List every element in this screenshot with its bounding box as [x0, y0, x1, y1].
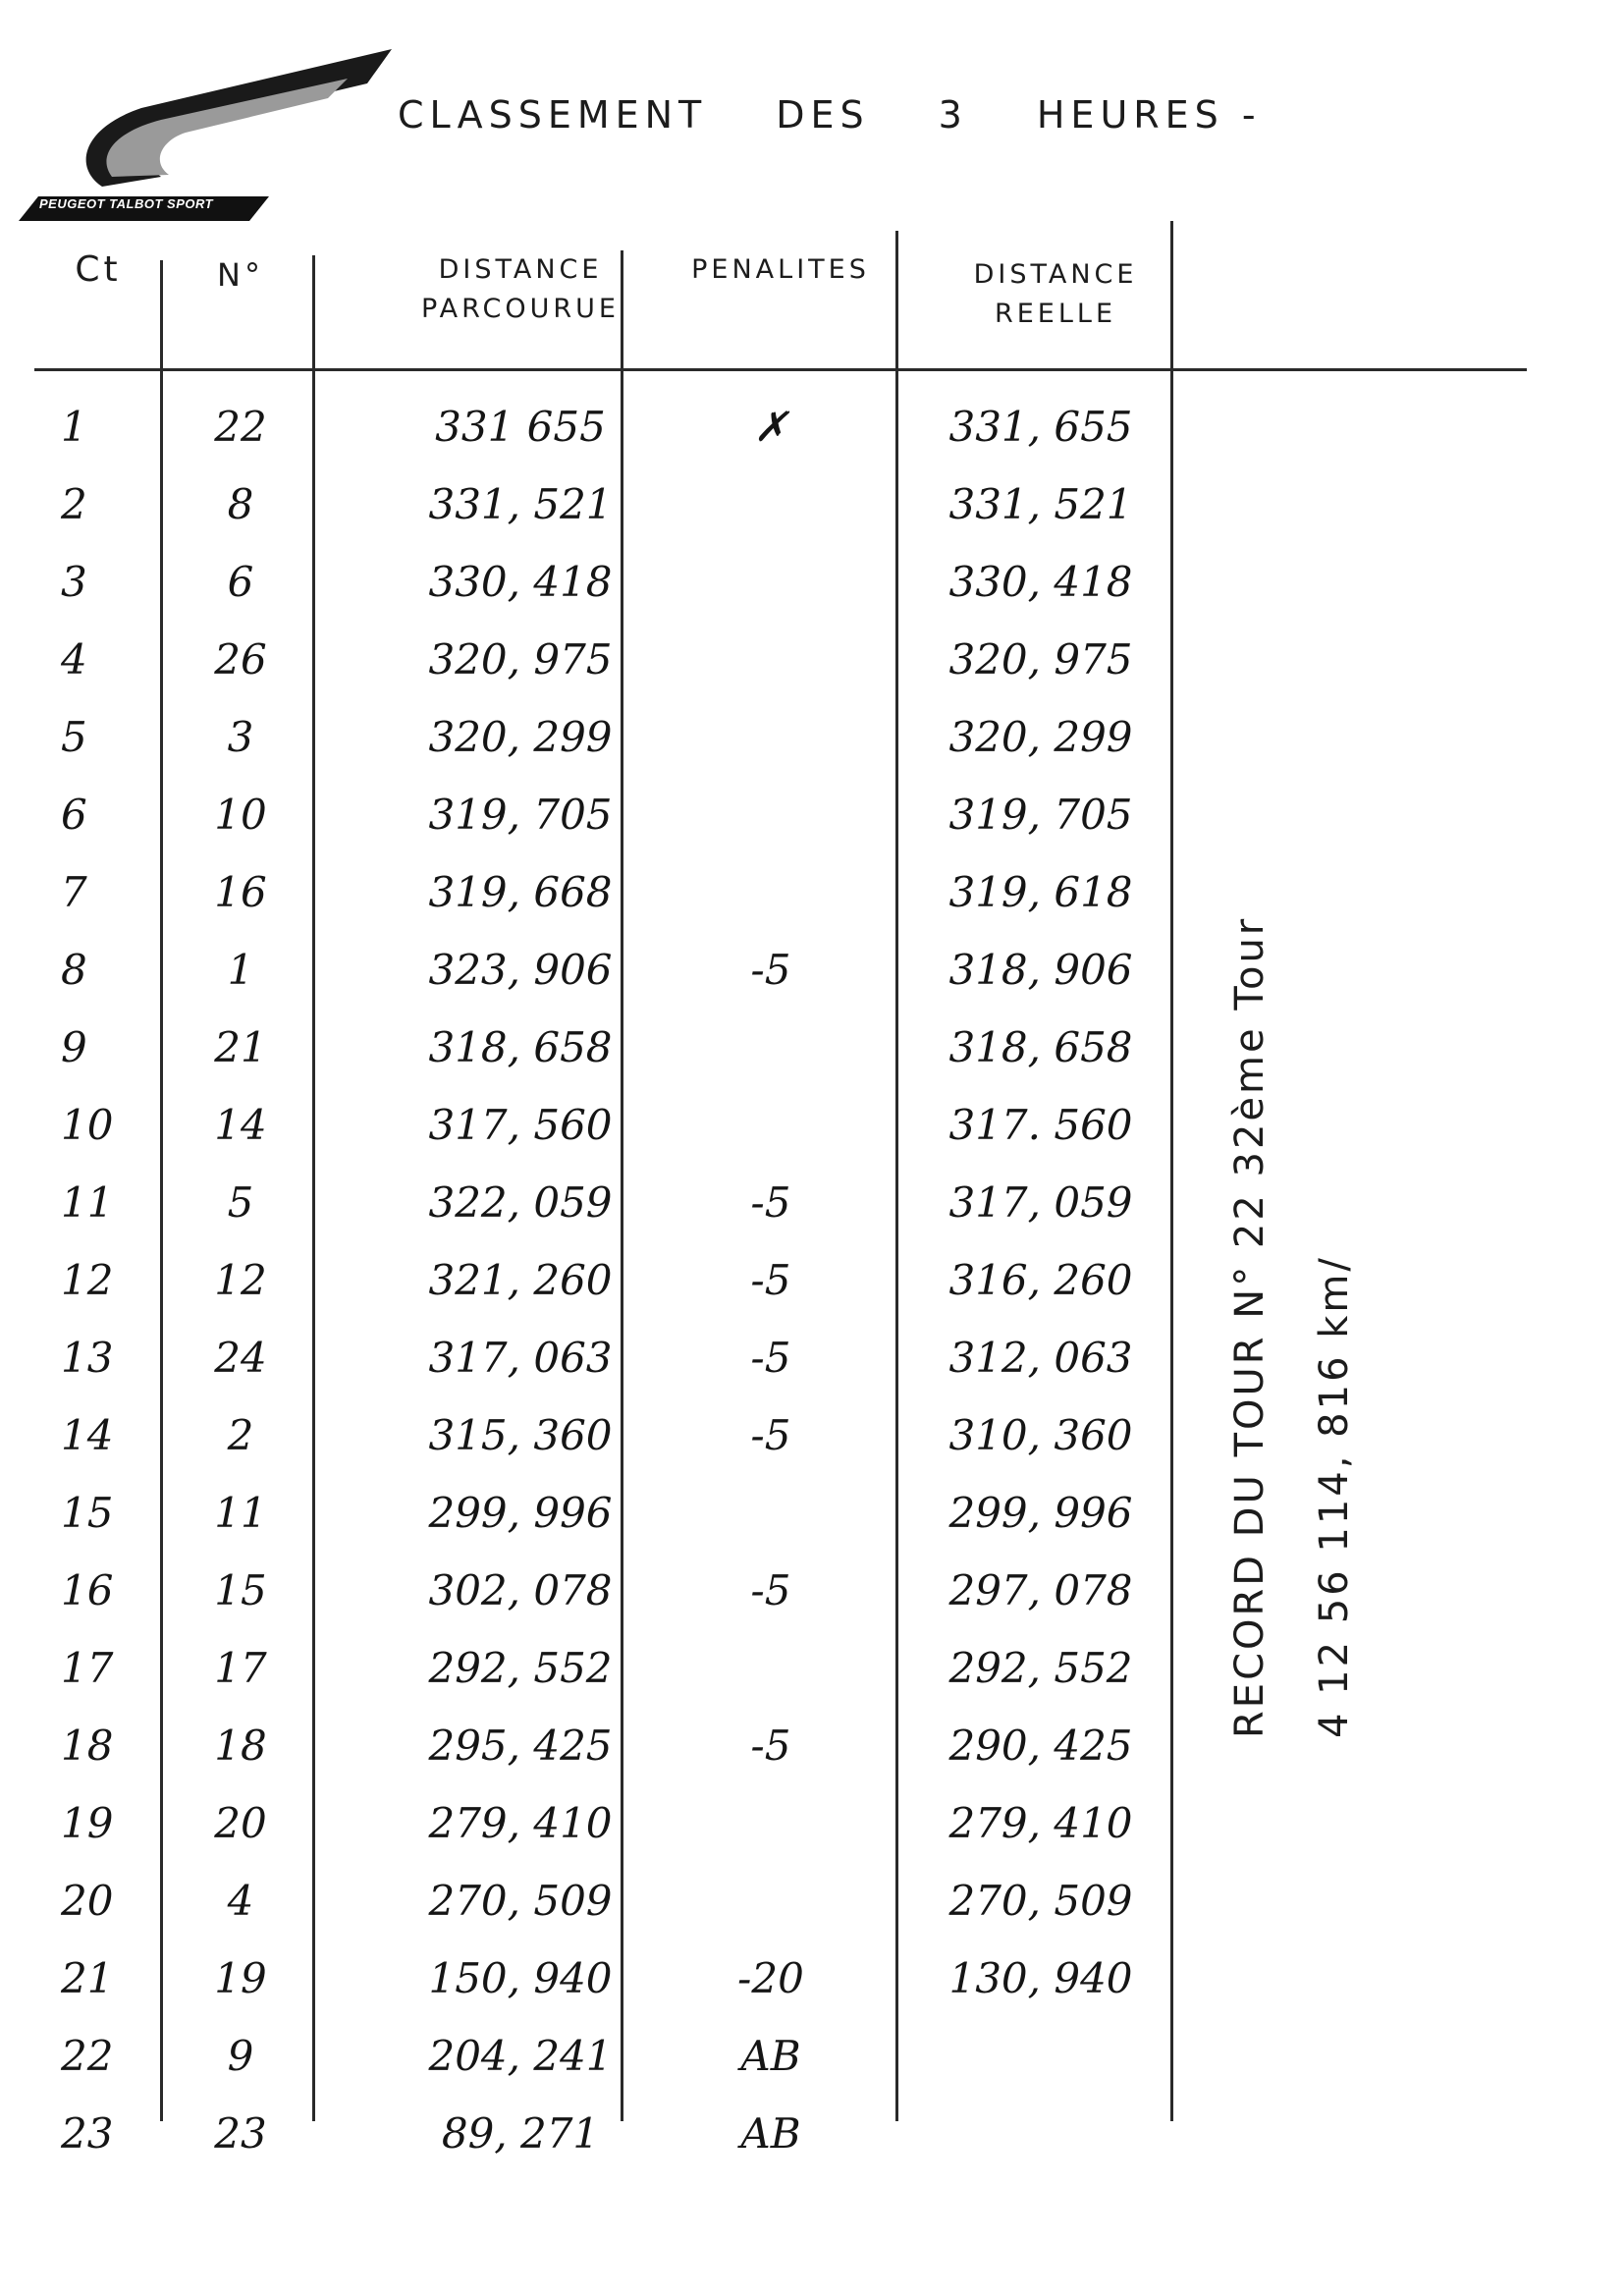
table-row	[0, 1566, 1624, 1644]
table-row	[0, 1722, 1624, 1799]
rank-cell: 21	[61, 1954, 114, 2002]
distance-parcourue-cell: 317, 560	[428, 1101, 613, 1149]
rank-cell: 17	[61, 1644, 114, 1692]
distance-reelle-cell: 316, 260	[948, 1256, 1133, 1304]
penalty-cell: AB	[740, 2032, 801, 2080]
distance-parcourue-cell: 89, 271	[441, 2109, 600, 2158]
rank-cell: 4	[61, 635, 87, 683]
distance-reelle-cell: 297, 078	[948, 1566, 1133, 1614]
penalty-cell	[648, 1023, 893, 1101]
distance-reelle-cell: 320, 975	[948, 635, 1133, 683]
table-row	[0, 946, 1624, 1023]
distance-reelle-cell	[913, 2032, 1168, 2109]
header-distance-parcourue-line2: PARCOURUE	[421, 294, 620, 324]
car-number-cell: 22	[214, 403, 267, 451]
rank-cell: 22	[61, 2032, 114, 2080]
title-word-3: 3	[938, 93, 968, 137]
distance-parcourue-cell: 320, 975	[428, 635, 613, 683]
distance-reelle-cell: 331, 521	[948, 480, 1133, 528]
distance-parcourue-cell: 331 655	[435, 403, 606, 451]
car-number-cell: 6	[227, 558, 254, 606]
distance-reelle-cell: 299, 996	[948, 1489, 1133, 1537]
distance-reelle-cell: 310, 360	[948, 1411, 1133, 1459]
table-row	[0, 558, 1624, 635]
rank-cell: 6	[61, 791, 87, 839]
table-row	[0, 1489, 1624, 1566]
penalty-cell: ✗	[753, 403, 788, 451]
table-row	[0, 1644, 1624, 1722]
distance-reelle-cell: 130, 940	[948, 1954, 1133, 2002]
distance-reelle-cell: 319, 705	[948, 791, 1133, 839]
distance-parcourue-cell: 292, 552	[428, 1644, 613, 1692]
penalty-cell	[648, 480, 893, 558]
car-number-cell: 10	[214, 791, 267, 839]
header-distance-reelle-line2: REELLE	[994, 299, 1117, 329]
distance-reelle-cell: 312, 063	[948, 1334, 1133, 1382]
table-row	[0, 1799, 1624, 1877]
distance-parcourue-cell: 315, 360	[428, 1411, 613, 1459]
header-distance-parcourue-line1: DISTANCE	[438, 254, 603, 285]
title-word-2: DES	[776, 93, 870, 137]
distance-reelle-cell: 331, 655	[948, 403, 1133, 451]
table-row	[0, 1411, 1624, 1489]
distance-parcourue-cell: 204, 241	[428, 2032, 613, 2080]
car-number-cell: 9	[227, 2032, 254, 2080]
car-number-cell: 15	[214, 1566, 267, 1614]
rank-cell: 5	[61, 713, 87, 761]
header-divider	[34, 368, 1527, 371]
distance-parcourue-cell: 330, 418	[428, 558, 613, 606]
car-number-cell: 14	[214, 1101, 267, 1149]
car-number-cell: 23	[214, 2109, 267, 2158]
penalty-cell	[648, 1799, 893, 1877]
table-row	[0, 1101, 1624, 1178]
logo-text: PEUGEOT TALBOT SPORT	[39, 196, 214, 211]
rank-cell: 15	[61, 1489, 114, 1537]
distance-parcourue-cell: 150, 940	[428, 1954, 613, 2002]
car-number-cell: 26	[214, 635, 267, 683]
penalty-cell: -5	[750, 1566, 791, 1614]
rank-cell: 20	[61, 1877, 114, 1925]
table-row	[0, 2109, 1624, 2187]
distance-reelle-cell	[913, 2109, 1168, 2187]
penalty-cell: -5	[750, 1178, 791, 1227]
car-number-cell: 24	[214, 1334, 267, 1382]
penalty-cell: -5	[750, 1722, 791, 1770]
distance-parcourue-cell: 323, 906	[428, 946, 613, 994]
car-number-cell: 2	[227, 1411, 254, 1459]
penalty-cell: -5	[750, 1256, 791, 1304]
record-line-2: 4 12 56 114, 816 km/	[1312, 1255, 1357, 1738]
car-number-cell: 11	[214, 1489, 267, 1537]
car-number-cell: 16	[214, 868, 267, 916]
distance-parcourue-cell: 321, 260	[428, 1256, 613, 1304]
table-row	[0, 1178, 1624, 1256]
car-number-cell: 8	[227, 480, 254, 528]
penalty-cell: -5	[750, 1411, 791, 1459]
distance-reelle-cell: 319, 618	[948, 868, 1133, 916]
header-rank: Ct	[75, 249, 122, 290]
distance-parcourue-cell: 322, 059	[428, 1178, 613, 1227]
table-row	[0, 791, 1624, 868]
table-row	[0, 1954, 1624, 2032]
car-number-cell: 3	[227, 713, 254, 761]
penalty-cell	[648, 635, 893, 713]
car-number-cell: 18	[214, 1722, 267, 1770]
table-row	[0, 480, 1624, 558]
table-row	[0, 1256, 1624, 1334]
car-number-cell: 21	[214, 1023, 267, 1071]
distance-parcourue-cell: 295, 425	[428, 1722, 613, 1770]
rank-cell: 19	[61, 1799, 114, 1847]
car-number-cell: 20	[214, 1799, 267, 1847]
distance-parcourue-cell: 319, 668	[428, 868, 613, 916]
car-number-cell: 5	[227, 1178, 254, 1227]
rank-cell: 18	[61, 1722, 114, 1770]
results-table-body	[0, 403, 1624, 2187]
rank-cell: 13	[61, 1334, 114, 1382]
header-distance-parcourue	[393, 250, 648, 329]
header-number: N°	[217, 256, 264, 294]
table-row	[0, 1877, 1624, 1954]
distance-parcourue-cell: 302, 078	[428, 1566, 613, 1614]
rank-cell: 3	[61, 558, 87, 606]
rank-cell: 12	[61, 1256, 114, 1304]
rank-cell: 14	[61, 1411, 114, 1459]
distance-reelle-cell: 317. 560	[948, 1101, 1133, 1149]
table-row	[0, 403, 1624, 480]
distance-parcourue-cell: 319, 705	[428, 791, 613, 839]
title-word-4: HEURES -	[1036, 93, 1262, 137]
distance-parcourue-cell: 331, 521	[428, 480, 613, 528]
distance-parcourue-cell: 318, 658	[428, 1023, 613, 1071]
penalty-cell: -5	[750, 946, 791, 994]
table-row	[0, 868, 1624, 946]
table-row	[0, 1023, 1624, 1101]
penalty-cell: -5	[750, 1334, 791, 1382]
distance-reelle-cell: 290, 425	[948, 1722, 1133, 1770]
penalty-cell	[648, 1101, 893, 1178]
document-title	[398, 93, 1330, 137]
distance-reelle-cell: 292, 552	[948, 1644, 1133, 1692]
table-row	[0, 2032, 1624, 2109]
distance-reelle-cell: 330, 418	[948, 558, 1133, 606]
penalty-cell: -20	[737, 1954, 804, 2002]
rank-cell: 23	[61, 2109, 114, 2158]
distance-reelle-cell: 279, 410	[948, 1799, 1133, 1847]
rank-cell: 1	[61, 403, 87, 451]
penalty-cell	[648, 1489, 893, 1566]
penalty-cell	[648, 713, 893, 791]
rank-cell: 10	[61, 1101, 114, 1149]
distance-reelle-cell: 318, 906	[948, 946, 1133, 994]
distance-reelle-cell: 318, 658	[948, 1023, 1133, 1071]
penalty-cell	[648, 791, 893, 868]
header-distance-reelle	[943, 255, 1168, 334]
rank-cell: 2	[61, 480, 87, 528]
table-row	[0, 1334, 1624, 1411]
rank-cell: 9	[61, 1023, 87, 1071]
penalty-cell	[648, 558, 893, 635]
penalty-cell	[648, 868, 893, 946]
table-row	[0, 713, 1624, 791]
header-penalites: PENALITES	[691, 254, 870, 285]
distance-parcourue-cell: 317, 063	[428, 1334, 613, 1382]
penalty-cell	[648, 1644, 893, 1722]
car-number-cell: 17	[214, 1644, 267, 1692]
car-number-cell: 1	[227, 946, 254, 994]
distance-reelle-cell: 320, 299	[948, 713, 1133, 761]
distance-parcourue-cell: 320, 299	[428, 713, 613, 761]
table-row	[0, 635, 1624, 713]
distance-reelle-cell: 317, 059	[948, 1178, 1133, 1227]
record-note	[1227, 383, 1357, 1738]
rank-cell: 8	[61, 946, 87, 994]
distance-reelle-cell: 270, 509	[948, 1877, 1133, 1925]
distance-parcourue-cell: 299, 996	[428, 1489, 613, 1537]
penalty-cell	[648, 1877, 893, 1954]
car-number-cell: 12	[214, 1256, 267, 1304]
title-word-1: CLASSEMENT	[398, 93, 708, 137]
rank-cell: 16	[61, 1566, 114, 1614]
car-number-cell: 19	[214, 1954, 267, 2002]
distance-parcourue-cell: 270, 509	[428, 1877, 613, 1925]
header-distance-reelle-line1: DISTANCE	[973, 259, 1138, 290]
record-line-1: RECORD DU TOUR N° 22 32ème Tour	[1227, 915, 1272, 1738]
penalty-cell: AB	[740, 2109, 801, 2158]
car-number-cell: 4	[227, 1877, 254, 1925]
distance-parcourue-cell: 279, 410	[428, 1799, 613, 1847]
rank-cell: 11	[61, 1178, 114, 1227]
rank-cell: 7	[61, 868, 87, 916]
